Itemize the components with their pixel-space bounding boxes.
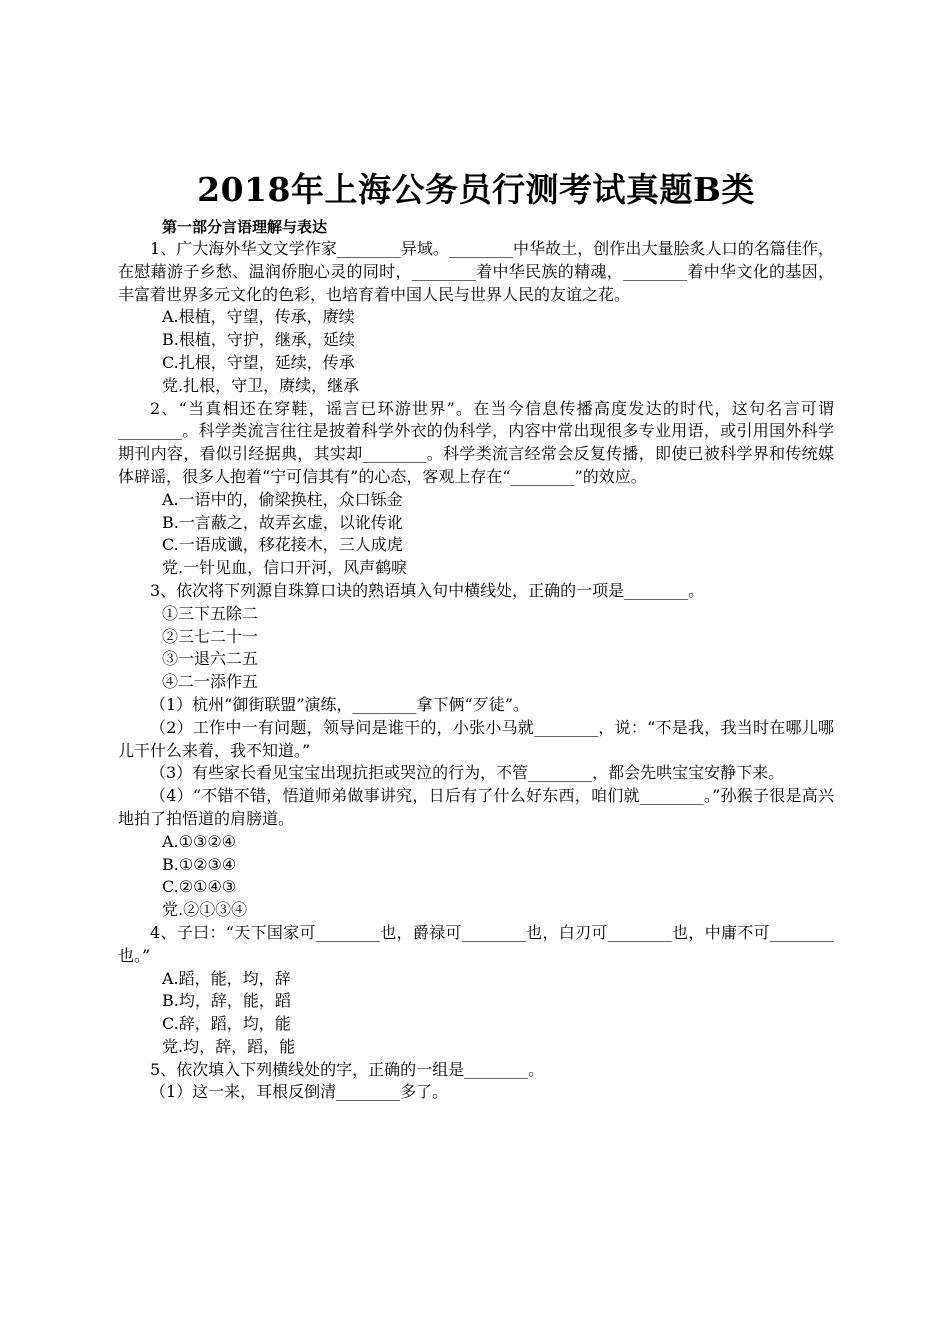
document-title: 2018年上海公务员行测考试真题B类 (197, 170, 755, 209)
question-2-option-c: C.一语成谶，移花接木，三人成虎 (162, 535, 403, 555)
question-3-option-c: C.②①④③ (162, 877, 237, 897)
question-2-option-d: 党.一针见血，信口开河，风声鹤唳 (162, 558, 408, 578)
question-4-stem: 4、子曰：“天下国家可________也，爵禄可________也，白刃可________也，中庸不可________也。” (118, 922, 834, 965)
question-3-item-1: ①三下五除二 (162, 603, 259, 623)
question-3-item-2: ②三七二十一 (162, 626, 259, 646)
question-4-option-b: B.均，辞，能，蹈 (162, 991, 291, 1011)
question-5-stem: 5、依次填入下列横线处的字，正确的一组是________。 (150, 1059, 545, 1079)
question-2-option-a: A.一语中的，偷梁换柱，众口铄金 (162, 489, 403, 509)
document-page (118, 168, 834, 1104)
question-1-option-d: 党.扎根，守卫，赓续，继承 (162, 375, 360, 395)
question-4-option-d: 党.均，辞，蹈，能 (162, 1036, 296, 1056)
question-1-option-c: C.扎根，守望，延续，传承 (162, 352, 355, 372)
question-2-stem: 2、“当真相还在穿鞋，谣言已环游世界”。在当今信息传播高度发达的时代，这句名言可谓________。科学类流言往往是披着科学外衣的伪科学，内容中常出现很多专业用语，或引用国外科学期刊内容，看似引经据典，其实却________。科学类流言经常会反复传播，即使已被科学界和传统媒体辟谣，很多人抱着“宁可信其有”的心态，客观上存在“________”的效应。 (118, 398, 834, 486)
question-3-option-a: A.①③②④ (162, 831, 237, 851)
question-1-option-a: A.根植，守望，传承，赓续 (162, 307, 355, 327)
question-3-sentence-1: （1）杭州“御街联盟”演练，________拿下俩“歹徒”。 (150, 694, 529, 714)
question-5-sentence-1: （1）这一来，耳根反倒清________多了。 (150, 1082, 449, 1102)
question-2-option-b: B.一言蔽之，故弄玄虚，以讹传讹 (162, 512, 403, 532)
question-3-item-4: ④二一添作五 (162, 672, 259, 692)
question-4-option-a: A.蹈，能，均，辞 (162, 968, 291, 988)
section-heading: 第一部分言语理解与表达 (162, 218, 328, 236)
question-1-option-b: B.根植，守护，继承，延续 (162, 330, 355, 350)
question-3-sentence-3: （3）有些家长看见宝宝出现抗拒或哭泣的行为，不管________，都会先哄宝宝安静下来。 (150, 763, 785, 783)
question-3-stem: 3、依次将下列源自珠算口诀的熟语填入句中横线处，正确的一项是________。 (150, 580, 705, 600)
question-3-option-d: 党.②①③④ (162, 900, 248, 920)
question-3-sentence-4: （4）“不错不错，悟道师弟做事讲究，日后有了什么好东西，咱们就________。”孙猴子很是高兴地拍了拍悟道的肩膀道。 (118, 786, 834, 828)
question-3-option-b: B.①②③④ (162, 854, 237, 874)
question-4-option-c: C.辞，蹈，均，能 (162, 1014, 291, 1034)
question-3-sentence-2: （2）工作中一有问题，领导问是谁干的，小张小马就________，说：“不是我，我当时在哪儿哪儿干什么来着，我不知道。” (118, 717, 834, 760)
question-1-stem: 1、广大海外华文文学作家________异域。________中华故土，创作出大量脍炙人口的名篇佳作，在慰藉游子乡愁、温润侨胞心灵的同时，________着中华民族的精魂，________着中华文化的基因，丰富着世界多元文化的色彩，也培育着中国人民与世界人民的友谊之花。 (118, 239, 834, 304)
question-3-item-3: ③一退六二五 (162, 649, 259, 669)
